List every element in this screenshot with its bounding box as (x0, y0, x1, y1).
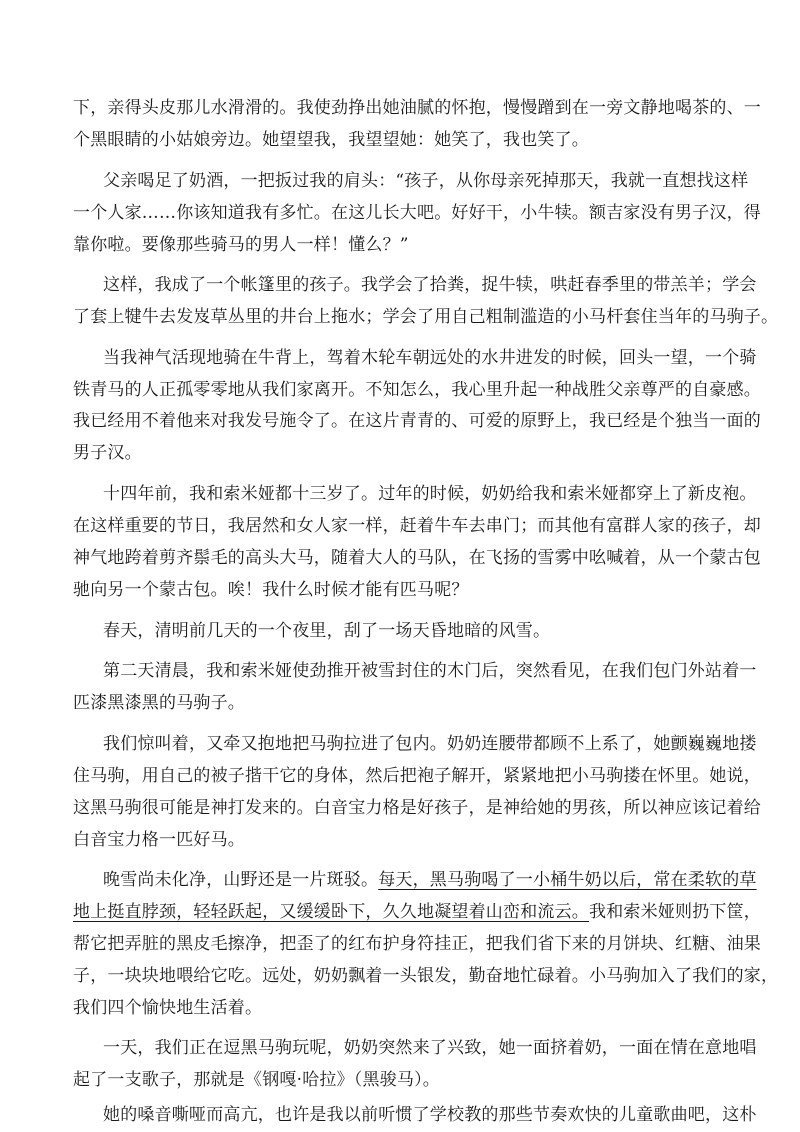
text-line: 铁青马的人正孤零零地从我们家离开。不知怎么，我心里升起一种战胜父亲尊严的自豪感。 (73, 380, 761, 400)
text-line: 住马驹，用自己的被子揩干它的身体，然后把袍子解开，紧紧地把小马驹搂在怀里。她说， (73, 766, 761, 786)
underlined-text: 每天，黑马驹喝了一小桶牛奶以后，常在柔软的草 (378, 870, 757, 890)
text-line: 了套上犍牛去发岌草丛里的井台上拖水；学会了用自己粗制滥造的小马杆套住当年的马驹子。 (73, 307, 779, 327)
text-line: 我已经用不着他来对我发号施令了。在这片青青的、可爱的原野上，我已经是个独当一面的 (73, 411, 761, 431)
text-line (103, 865, 757, 895)
text-line: 第二天清晨，我和索米娅使劲推开被雪封住的木门后，突然看见，在我们包门外站着一 (103, 661, 757, 681)
text-line: 匹漆黑漆黑的马驹子。 (73, 693, 245, 713)
text-line: 个黑眼睛的小姑娘旁边。她望望我，我望望她：她笑了，我也笑了。 (73, 130, 589, 150)
text-line: 父亲喝足了奶酒，一把扳过我的肩头：“孩子，从你母亲死掉那天，我就一直想找这样 (103, 171, 749, 191)
text-line: 下，亲得头皮那儿水滑滑的。我使劲挣出她油腻的怀抱，慢慢蹭到在一旁文静地喝茶的、一 (73, 98, 761, 118)
text-line (73, 897, 761, 927)
text-line: 一个人家……你该知道我有多忙。在这儿长大吧。好好干，小牛犊。额吉家没有男子汉，得 (73, 203, 761, 223)
text-line: 在这样重要的节日，我居然和女人家一样，赶着牛车去串门；而其他有富群人家的孩子，却 (73, 516, 761, 536)
text-line: 驰向另一个蒙古包。唉！我什么时候才能有匹马呢？ (73, 580, 469, 600)
text-line: 当我神气活现地骑在牛背上，驾着木轮车朝远处的水井进发的时候，回头一望，一个骑 (103, 348, 757, 368)
text-line: 我们四个愉快地生活着。 (73, 998, 263, 1018)
text-line: 男子汉。 (73, 443, 142, 463)
text-line: 神气地跨着剪齐鬃毛的高头大马，随着大人的马队，在飞扬的雪雾中吆喊着，从一个蒙古包 (73, 548, 761, 568)
text-line: 帮它把弄脏的黑皮毛擦净，把歪了的红布护身符挂正，把我们省下来的月饼块、红糖、油果 (73, 934, 761, 954)
text-line: 十四年前，我和索米娅都十三岁了。过年的时候，奶奶给我和索米娅都穿上了新皮袍。 (103, 484, 757, 504)
text-line: 这样，我成了一个帐篷里的孩子。我学会了拾粪，捉牛犊，哄赶春季里的带羔羊；学会 (103, 275, 757, 295)
text-line: 起了一支歌子，那就是《钢嘎·哈拉》（黑骏马）。 (73, 1070, 441, 1090)
text-line: 靠你啦。要像那些骑马的男人一样！懂么？” (73, 235, 409, 255)
text-line: 她的嗓音嘶哑而高亢，也许是我以前听惯了学校教的那些节奏欢快的儿童歌曲吧，这朴 (103, 1105, 757, 1125)
text-line: 子，一块块地喂给它吃。远处，奶奶飘着一头银发，勤奋地忙碌着。小马驹加入了我们的家， (73, 966, 779, 986)
text-line: 这黑马驹很可能是神打发来的。白音宝力格是好孩子，是神给她的男孩，所以神应该记着给 (73, 798, 761, 818)
text-line: 白音宝力格一匹好马。 (73, 830, 245, 850)
underlined-text: 地上挺直脖颈，轻轻跃起，又缓缓卧下，久久地凝望着山峦和流云。 (73, 902, 589, 922)
text-line: 我们惊叫着，又牵又抱地把马驹拉进了包内。奶奶连腰带都顾不上系了，她颤巍巍地搂 (103, 734, 757, 754)
text-line: 一天，我们正在逗黑马驹玩呢，奶奶突然来了兴致，她一面挤着奶，一面在情在意地唱 (103, 1038, 757, 1058)
text-segment: 晚雪尚未化净，山野还是一片斑驳。 (103, 870, 379, 890)
text-segment: 我和索米娅则扔下筐， (589, 902, 761, 922)
text-line: 春天，清明前几天的一个夜里，刮了一场天昏地暗的风雪。 (103, 621, 551, 641)
